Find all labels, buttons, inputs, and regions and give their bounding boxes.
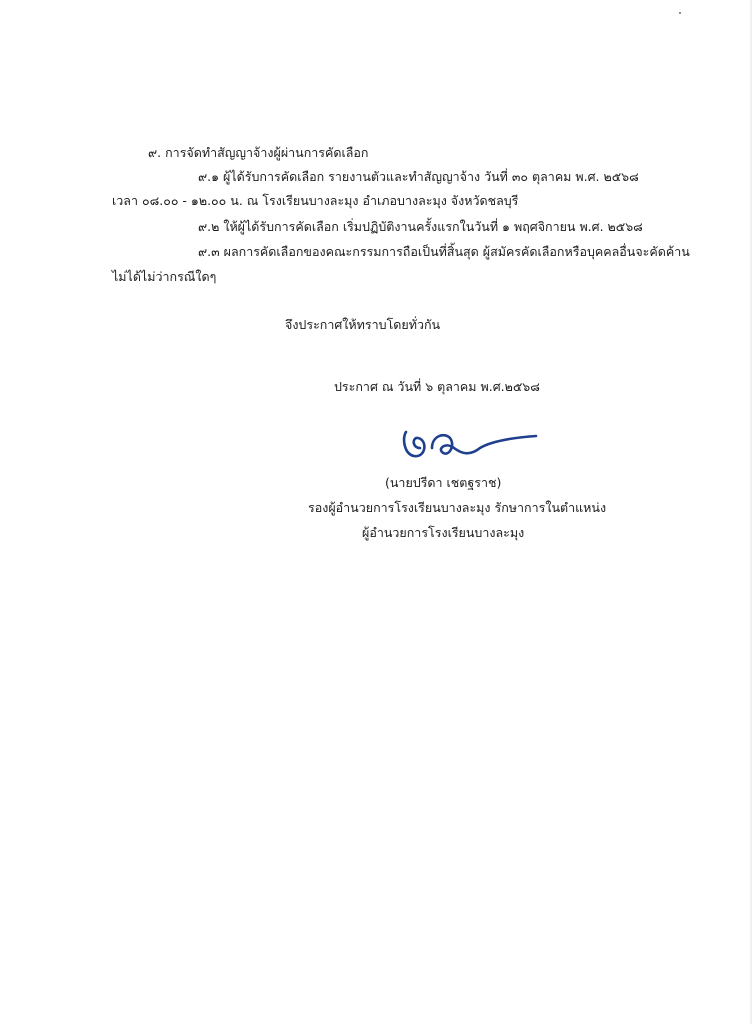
item-9-2: ๙.๒ ให้ผู้ได้รับการคัดเลือก เริ่มปฏิบัติงานครั้งแรกในวันที่ ๑ พฤศจิกายน พ.ศ. ๒๕๖๘	[198, 219, 643, 234]
announcement-date: ประกาศ ณ วันที่ ๖ ตุลาคม พ.ศ.๒๕๖๘	[334, 379, 540, 394]
item-9-1-line-1: ๙.๑ ผู้ได้รับการคัดเลือก รายงานตัวและทำสัญญาจ้าง วันที่ ๓๐ ตุลาคม พ.ศ. ๒๕๖๘	[198, 169, 639, 184]
signature-image	[398, 418, 548, 470]
section-heading: ๙. การจัดทำสัญญาจ้างผู้ผ่านการคัดเลือก	[148, 145, 369, 160]
item-9-1-line-2: เวลา ๐๘.๐๐ - ๑๒.๐๐ น. ณ โรงเรียนบางละมุง อำเภอบางละมุง จังหวัดชลบุรี	[112, 193, 519, 208]
signatory-name: (นายปรีดา เชตฐราช)	[385, 475, 502, 490]
signatory-position-line-2: ผู้อำนวยการโรงเรียนบางละมุง	[362, 525, 525, 540]
item-9-3-line-2: ไม่ได้ไม่ว่ากรณีใดๆ	[112, 269, 217, 284]
announcement-line: จึงประกาศให้ทราบโดยทั่วกัน	[285, 317, 441, 332]
item-9-3-line-1: ๙.๓ ผลการคัดเลือกของคณะกรรมการถือเป็นที่สิ้นสุด ผู้สมัครคัดเลือกหรือบุคคลอื่นจะคัดค้าน	[198, 244, 690, 259]
signatory-position-line-1: รองผู้อำนวยการโรงเรียนบางละมุง รักษาการในตำแหน่ง	[308, 500, 607, 515]
scan-speck	[679, 12, 681, 14]
